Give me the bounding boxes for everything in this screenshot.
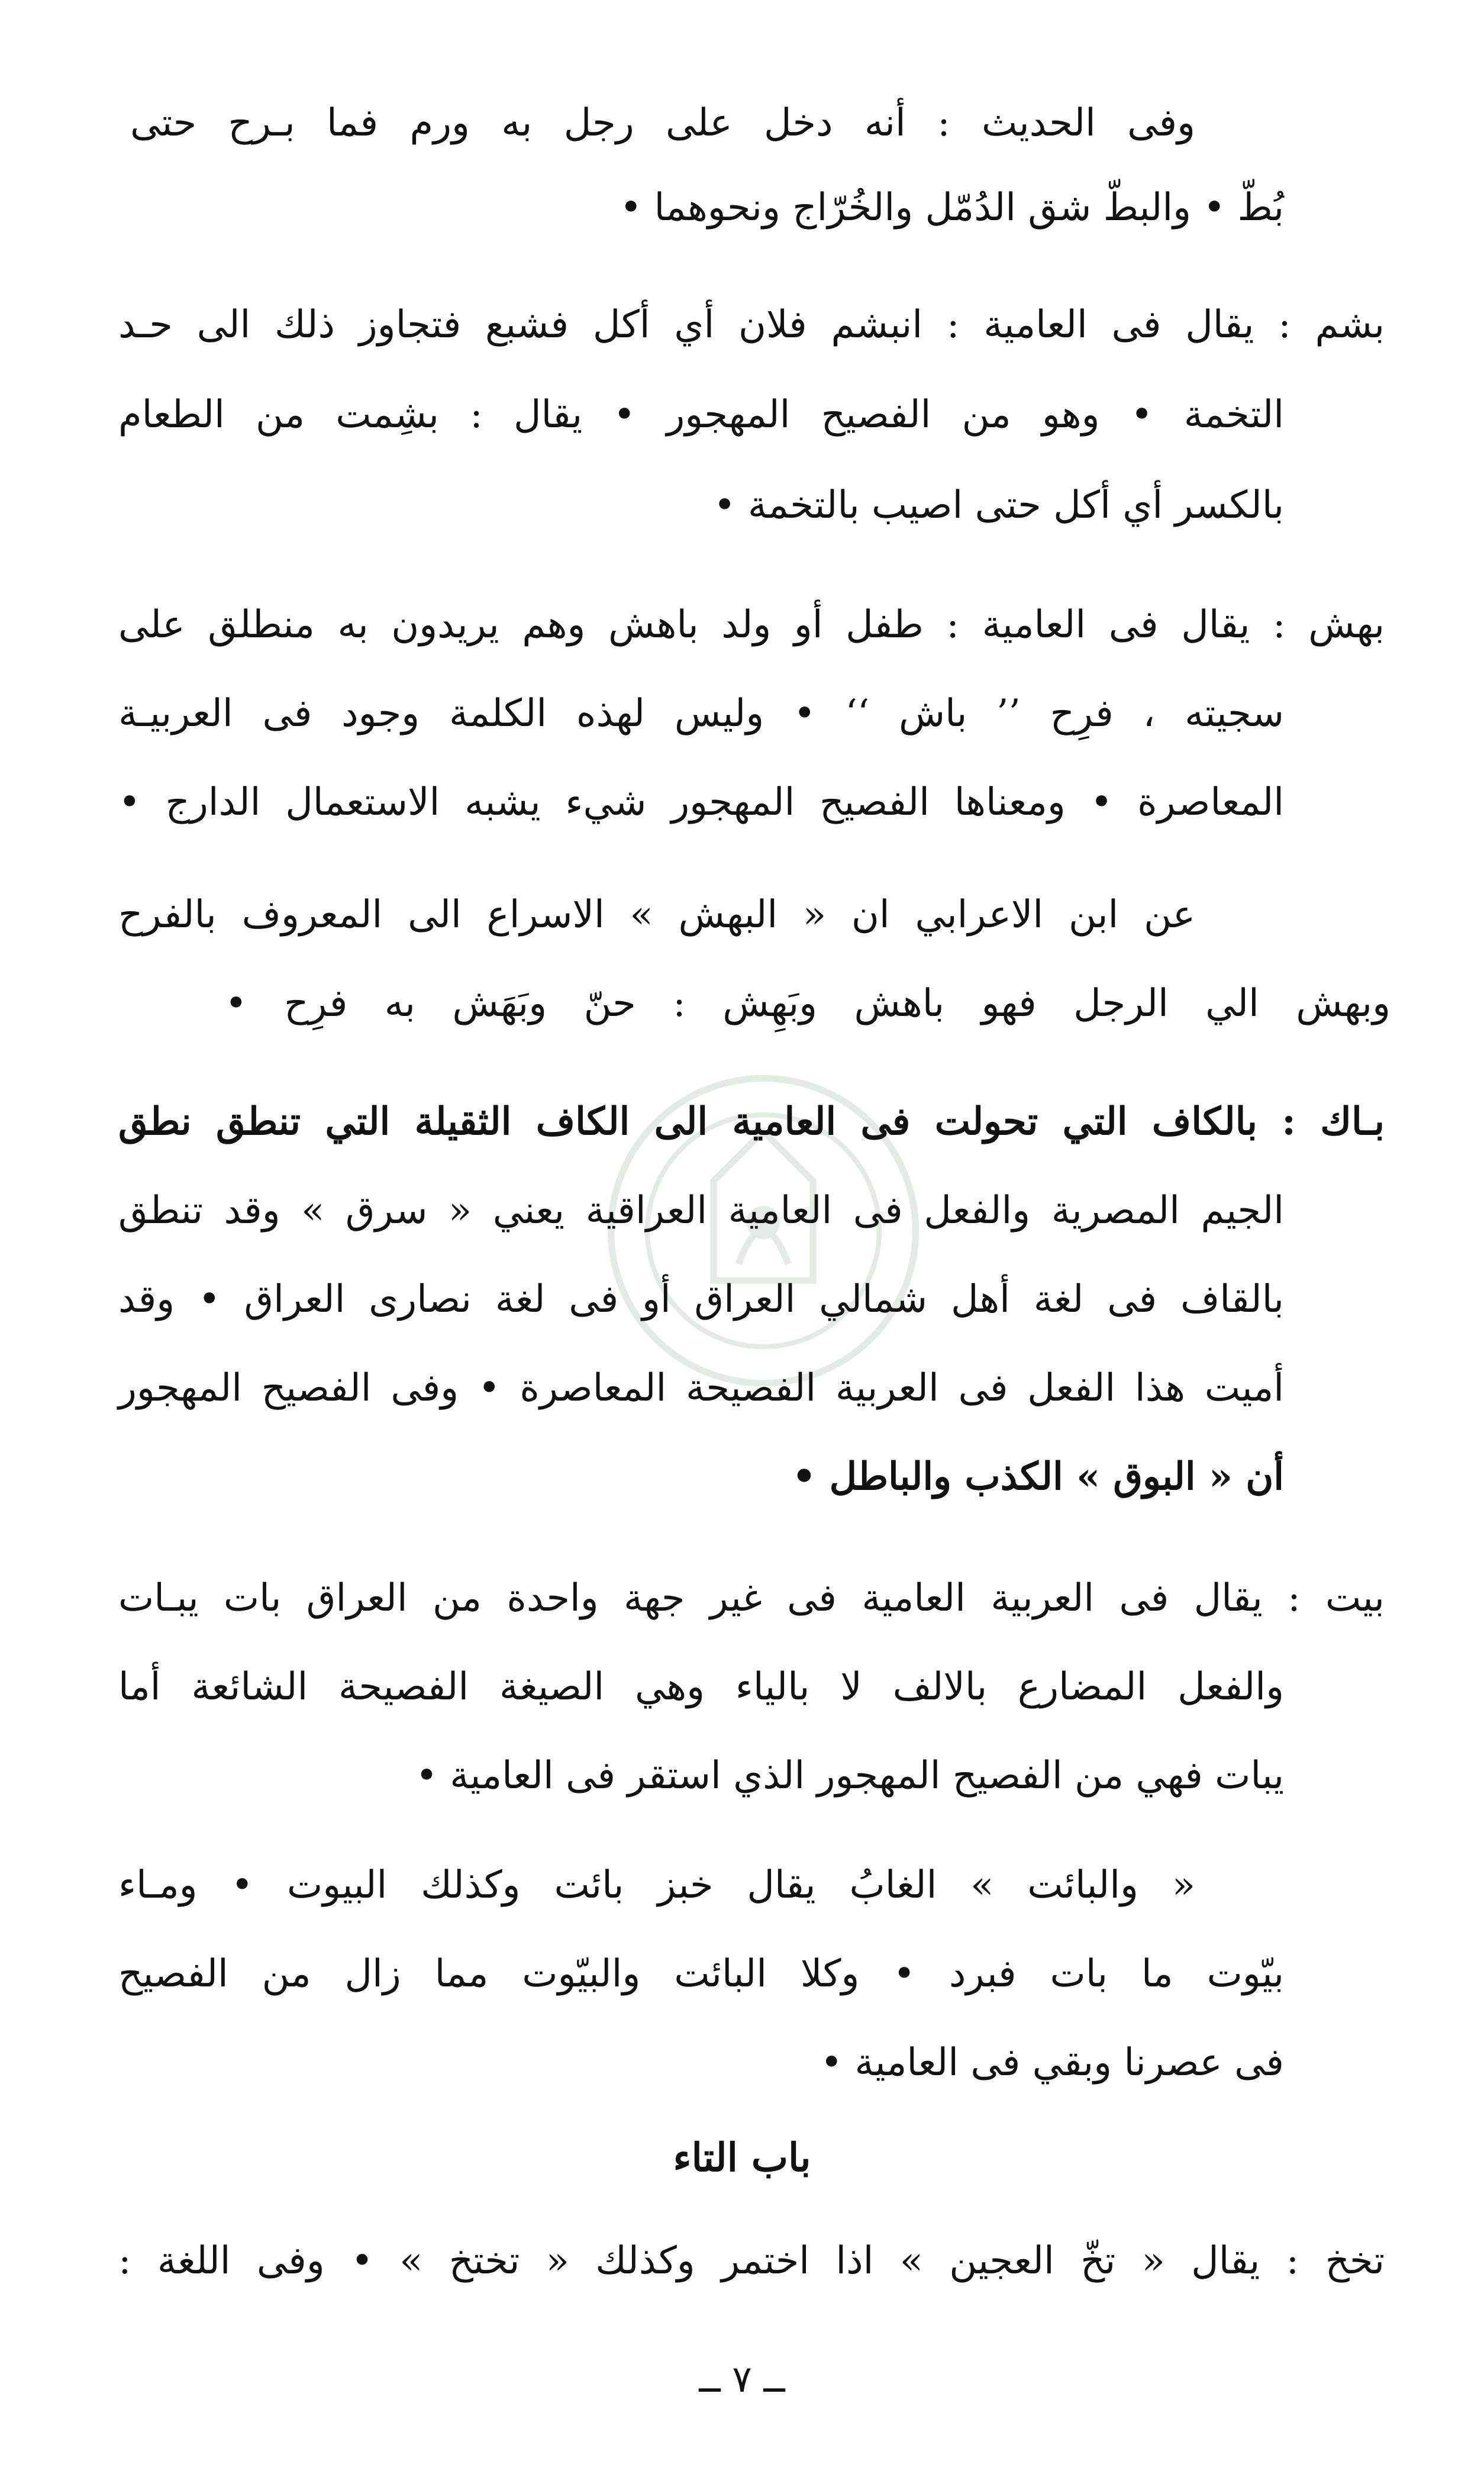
text-line: والفعل المضارع بالالف لا بالياء وهي الصيغة الفصيحة الشائعة أما (118, 1665, 1284, 1709)
section-heading: باب التاء (673, 2134, 811, 2180)
text-line: وفى الحديث : أنه دخل على رجل به ورم فما بـرح حتى (130, 101, 1195, 145)
text-line: بالكسر أي أكل حتى اصيب بالتخمة • (713, 483, 1284, 527)
entry-headword-line: بيت : يقال فى العربية العامية فى غير جهة واحدة من العراق بات يبـات (118, 1576, 1385, 1620)
page-number: ــ ٧ ــ (699, 2357, 785, 2401)
entry-headword-line: تخخ : يقال « تخّ العجين » اذا اختمر وكذلك « تختخ » • وفى اللغة : (118, 2239, 1385, 2283)
text-line: المعاصرة • ومعناها الفصيح المهجور شيء يشبه الاستعمال الدارج • (118, 780, 1284, 824)
text-line: بالقاف فى لغة أهل شمالي العراق أو فى لغة نصارى العراق • وقد (118, 1278, 1284, 1321)
entry-headword-line: بشم : يقال فى العامية : انبشم فلان أي أكل فشبع فتجاوز ذلك الى حـد (118, 303, 1385, 347)
text-line: سجيته ، فرِح ’’ باش ‘‘ • وليس لهذه الكلمة وجود فى العربيـة (118, 692, 1284, 736)
text-line: التخمة • وهو من الفصيح المهجور • يقال : بشِمت من الطعام (118, 393, 1284, 437)
text-line: « والبائت » الغابُ يقال خبز بائت وكذلك البيوت • ومـاء (118, 1863, 1195, 1907)
text-line: أن « البوق » الكذب والباطل • (792, 1454, 1284, 1499)
entry-headword-line: بهش : يقال فى العامية : طفل أو ولد باهش وهم يريدون به منطلق على (118, 603, 1385, 647)
text-line: الجيم المصرية والفعل فى العامية العراقية يعني « سرق » وقد تنطق (118, 1189, 1285, 1233)
text-line: بُطّ • والبطّ شق الدُمّل والخُرّاج ونحوهما • (620, 186, 1284, 230)
text-line: أميت هذا الفعل فى العربية الفصيحة المعاصرة • وفى الفصيح المهجور (118, 1366, 1285, 1410)
text-line: وبهش الي الرجل فهو باهش وبَهِش : حنّ وبَهَش به فرِح • (225, 982, 1391, 1025)
entry-headword-line: بـاك : بالكاف التي تحولت فى العامية الى الكاف الثقيلة التي تنطق نطق (118, 1099, 1385, 1144)
text-line: عن ابن الاعرابي ان « البهش » الاسراع الى المعروف بالفرح (118, 893, 1195, 937)
text-line: بيّوت ما بات فبرد • وكلا البائت والبيّوت مما زال من الفصيح (118, 1952, 1284, 1996)
text-line: فى عصرنا وبقي فى العامية • (820, 2041, 1284, 2085)
text-line: يبات فهي من الفصيح المهجور الذي استقر فى العامية • (415, 1754, 1284, 1798)
